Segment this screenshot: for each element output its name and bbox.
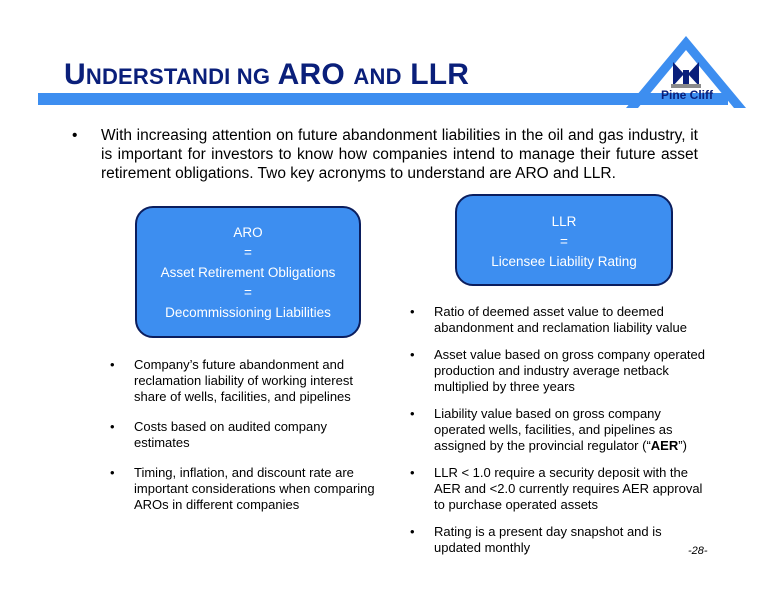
page-title (64, 57, 469, 95)
bullet-dot: • (410, 347, 415, 362)
aro-definition-box (135, 206, 361, 338)
title-word-and: AND (353, 64, 402, 89)
bullet-dot: • (110, 465, 115, 480)
pine-cliff-logo (626, 36, 746, 108)
llr-box-line: LLR (551, 214, 577, 229)
list-item (408, 347, 708, 395)
bullet-dot: • (410, 524, 415, 539)
list-item (108, 419, 380, 451)
bullet-dot: • (110, 419, 115, 434)
list-item-text: Company’s future abandonment and reclamation liability of working interest share of wells, facilities, and pipelines (134, 357, 353, 404)
list-item (408, 304, 708, 336)
list-item-text: Ratio of deemed asset value to deemed abandonment and reclamation liability value (434, 304, 687, 335)
title-word-understanding: NDERSTANDI NG (85, 64, 271, 89)
list-item-text: Asset value based on gross company operated production and industry average netback multiplied by three years (434, 347, 706, 394)
logo-wordmark: Pine Cliff (660, 88, 713, 102)
list-item-text: Costs based on audited company estimates (134, 419, 327, 450)
list-item-text-end: ”) (678, 438, 687, 453)
list-item (108, 465, 380, 513)
bullet-dot: • (410, 406, 415, 421)
list-item (408, 465, 708, 513)
list-item-text: LLR < 1.0 require a security deposit with the AER and <2.0 currently requires AER approval to purchase operated assets (434, 465, 703, 512)
list-item (408, 524, 708, 556)
bullet-dot: • (110, 357, 115, 372)
aro-box-line: Asset Retirement Obligations (160, 265, 336, 280)
aro-box-line: = (244, 245, 252, 260)
intro-bullet: • (72, 127, 78, 144)
aro-box-line: ARO (233, 225, 263, 240)
intro-paragraph (72, 126, 698, 183)
page-number: -28- (688, 545, 708, 557)
list-item (408, 406, 708, 454)
llr-bullet-list (408, 304, 708, 567)
llr-box-line: Licensee Liability Rating (491, 254, 637, 269)
bullet-dot: • (410, 304, 415, 319)
aer-acronym: AER (650, 438, 679, 453)
list-item (108, 357, 380, 405)
title-underline-bar (38, 93, 728, 105)
llr-box-line: = (560, 234, 568, 249)
title-word-llr: LLR (410, 58, 470, 91)
llr-definition-box (455, 194, 673, 286)
title-word-aro: ARO (277, 58, 345, 91)
list-item-text: Liability value based on gross company operated wells, facilities, and pipelines as assigned by the provincial regulator (“ (434, 406, 673, 453)
aro-box-line: = (244, 285, 252, 300)
list-item-text: Timing, inflation, and discount rate are important considerations when comparing AROs in different companies (134, 465, 375, 512)
intro-text: With increasing attention on future abandonment liabilities in the oil and gas industry, it is important for investors to know how companies intend to manage their future asset retirement obligations. Two key acronyms to understand are ARO and LLR. (101, 127, 698, 182)
bullet-dot: • (410, 465, 415, 480)
list-item-text: Rating is a present day snapshot and is updated monthly (434, 524, 662, 555)
title-initial: U (64, 58, 86, 91)
aro-box-line: Decommissioning Liabilities (165, 305, 331, 320)
aro-bullet-list (108, 357, 380, 527)
